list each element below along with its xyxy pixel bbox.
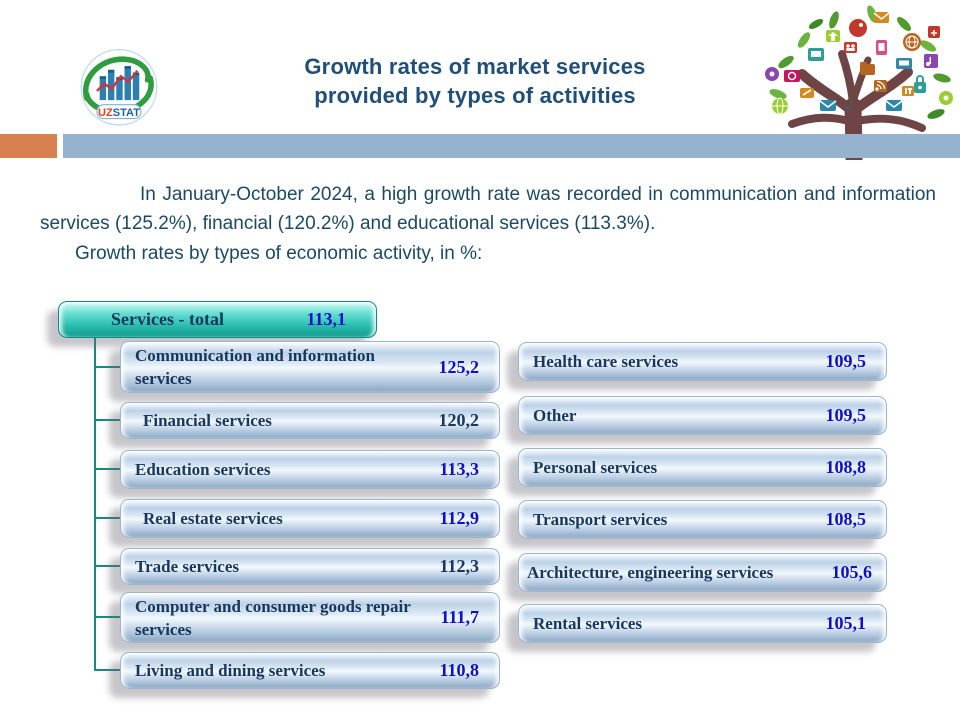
service-value: 105,6 [831,562,872,582]
gear-icon [939,91,953,105]
uzstat-logo-icon [72,44,166,136]
connector-line [94,419,120,421]
services-total-value: 113,1 [306,309,346,329]
mail-icon [874,12,889,23]
connector-line [94,616,120,618]
connector-line [94,468,120,470]
service-box-financial [120,402,500,439]
bird-icon [849,19,867,37]
globe-icon [772,98,788,114]
service-box-other [518,396,887,435]
page-title [230,52,720,110]
accent-bar-blue [63,134,960,158]
service-value: 108,8 [825,457,866,477]
services-total-box [58,301,377,338]
accent-bar-orange [0,134,57,158]
connector-line [94,669,120,671]
service-label: Transport services [533,509,668,529]
logo-text-stat: STAT [112,106,140,119]
service-box-architecture [518,553,887,592]
service-value: 125,2 [438,356,479,377]
service-label: Financial services [143,410,272,430]
lock-icon [914,76,926,93]
service-label: Architecture, engineering services [527,562,774,582]
gear-icon [765,67,779,81]
service-value: 110,8 [439,660,479,680]
service-value: 109,5 [825,351,866,371]
users-icon [844,42,857,53]
wrench-icon [800,88,814,98]
service-label: Communication and information services [135,346,375,388]
camera-icon [784,70,800,82]
intro-lead-line: Growth rates by types of economic activity, in %: [75,243,483,264]
service-label: Real estate services [143,508,283,528]
service-box-education [120,450,500,489]
home-icon [826,30,840,42]
service-box-health-care [518,342,887,381]
service-value: 120,2 [438,410,479,430]
service-value: 105,1 [825,613,866,633]
service-value: 108,5 [825,509,866,529]
service-label: Education services [135,459,271,479]
service-box-personal [518,448,887,487]
service-value: 109,5 [825,405,866,425]
service-label: Other [533,405,577,425]
service-box-real-estate [120,499,500,538]
intro-paragraph: In January-October 2024, a high growth rate was recorded in communication and information services (125.2%), financial (120.2%) and educational services (113.3%). [40,184,936,234]
mail-icon [886,100,902,111]
service-value: 112,3 [439,556,479,576]
service-label: Computer and consumer goods repair services [135,596,411,639]
service-label: Trade services [135,556,240,576]
connector-trunk [94,338,96,671]
intro-text [40,180,936,268]
services-total-label: Services - total [111,309,224,329]
service-box-transport [518,500,887,539]
it-text-icon [902,86,914,96]
phone-icon [876,40,887,55]
connector-line [94,366,120,368]
svg-text:UZSTAT [98,107,140,119]
service-label: Health care services [533,351,679,371]
service-box-trade [120,548,500,585]
service-label: Rental services [533,613,643,633]
title-line-1: Growth rates of market services [304,54,646,79]
uzstat-logo [72,44,166,136]
service-label: Personal services [533,457,658,477]
service-box-computer-repair [120,592,500,643]
service-value: 111,7 [440,607,479,627]
logo-text-uz: UZ [98,106,113,119]
monitor-icon [808,48,824,61]
globe-icon [903,33,921,51]
tree-icon-tiles [765,12,953,114]
mail-icon [820,100,836,111]
connector-line [94,565,120,567]
antenna-icon [928,26,940,38]
title-line-2: provided by types of activities [314,83,636,108]
music-note-icon [924,54,938,68]
service-value: 112,9 [439,508,479,528]
service-value: 113,3 [439,459,479,479]
service-box-living-dining [120,652,500,689]
connector-line [94,517,120,519]
service-box-rental [518,604,887,643]
rss-icon [874,80,887,92]
laptop-icon [896,58,912,69]
service-label: Living and dining services [135,660,326,680]
service-box-communication [120,341,500,393]
